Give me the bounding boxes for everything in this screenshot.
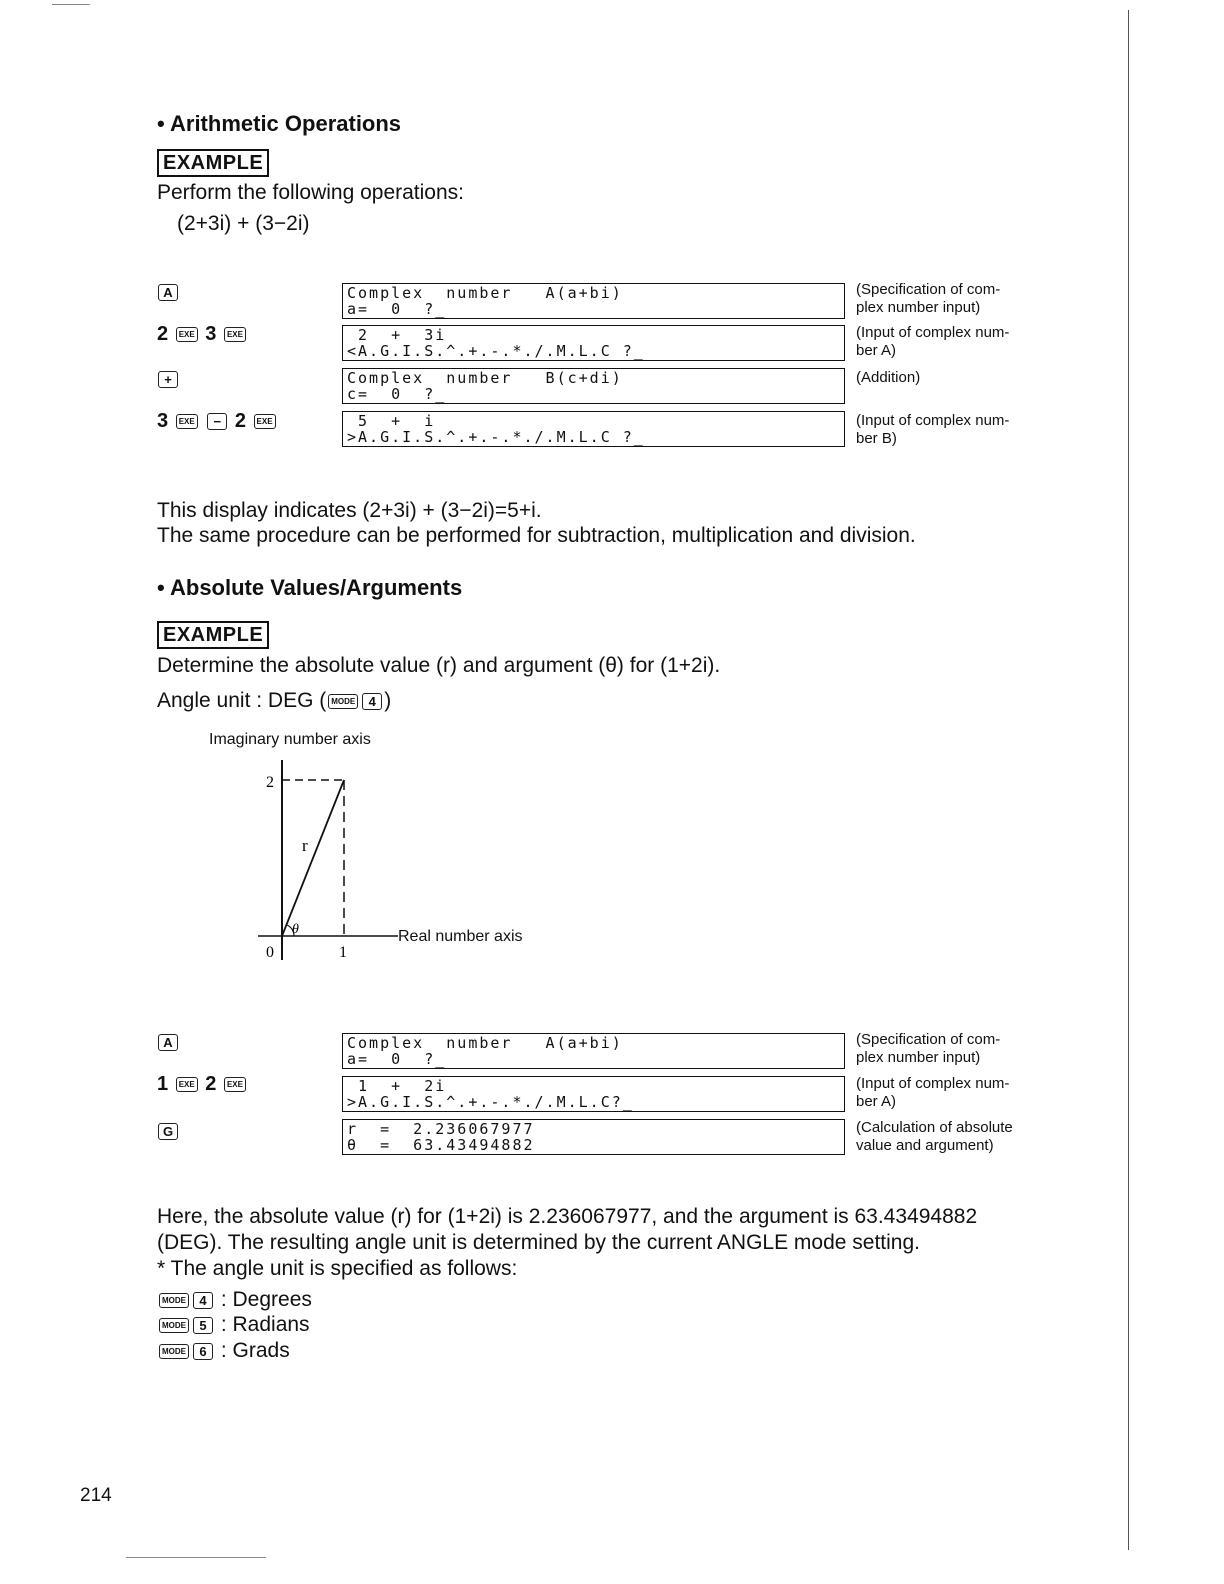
unit-line-radians: MODE 5 : Radians [157, 1312, 310, 1338]
intro-text: Determine the absolute value (r) and argument (θ) for (1+2i). [157, 654, 721, 677]
key-sequence-2 [157, 323, 248, 346]
y-axis-label: Imaginary number axis [209, 731, 371, 748]
right-edge-line [1128, 10, 1129, 1550]
unit-line-grads: MODE 6 : Grads [157, 1338, 290, 1364]
step-note: (Specification of com- plex number input) [856, 281, 1001, 316]
angle-unit-text: Angle unit : DEG ( MODE 4 ) [157, 689, 392, 712]
top-left-rule [52, 4, 90, 5]
key-exe: EXE [176, 327, 198, 342]
key-mode: MODE [328, 694, 358, 709]
step-note: (Specification of com- plex number input) [856, 1031, 1001, 1066]
key-4: 4 [362, 693, 382, 710]
key-sequence-2 [157, 1073, 248, 1096]
key-5: 5 [193, 1317, 213, 1334]
label-theta: θ [292, 922, 299, 937]
example-label: EXAMPLE [157, 621, 269, 649]
lcd-display: r = 2.236067977 θ = 63.43494882 [342, 1119, 845, 1155]
label-r: r [302, 836, 308, 855]
bottom-rule [126, 1557, 266, 1558]
key-mode: MODE [159, 1293, 189, 1308]
step-note: (Calculation of absolute value and argument) [856, 1119, 1013, 1154]
tick-1: 1 [339, 944, 347, 961]
key-g: G [158, 1123, 178, 1140]
section-heading-arithmetic: • Arithmetic Operations [157, 111, 402, 136]
lcd-display: Complex number A(a+bi) a= 0 ?_ [342, 283, 845, 319]
tick-2: 2 [266, 774, 274, 791]
key-sequence-1 [156, 281, 180, 304]
step-note: (Input of complex num- ber B) [856, 412, 1010, 447]
lcd-display: 2 + 3i <A.G.I.S.^.+.-.*./.M.L.C ?_ [342, 325, 845, 361]
key-sequence-3 [156, 1120, 180, 1143]
key-exe: EXE [224, 327, 246, 342]
lcd-display: 5 + i >A.G.I.S.^.+.-.*./.M.L.C ?_ [342, 411, 845, 447]
key-sequence-4 [157, 410, 278, 433]
key-exe: EXE [176, 414, 198, 429]
result-text: (DEG). The resulting angle unit is determined by the current ANGLE mode setting. [157, 1231, 920, 1254]
step-note: (Input of complex num- ber A) [856, 1075, 1010, 1110]
digit-1: 1 [157, 1073, 169, 1095]
step-note: (Addition) [856, 369, 921, 386]
digit-2: 2 [157, 323, 169, 345]
key-exe: EXE [176, 1077, 198, 1092]
example-label: EXAMPLE [157, 149, 269, 177]
lcd-display: Complex number B(c+di) c= 0 ?_ [342, 368, 845, 404]
lcd-display: Complex number A(a+bi) a= 0 ?_ [342, 1033, 845, 1069]
lcd-display: 1 + 2i >A.G.I.S.^.+.-.*./.M.L.C?_ [342, 1076, 845, 1112]
key-mode: MODE [159, 1318, 189, 1333]
result-text: Here, the absolute value (r) for (1+2i) is 2.236067977, and the argument is 63.43494882 [157, 1205, 978, 1228]
intro-text: Perform the following operations: [157, 181, 464, 204]
step-note: (Input of complex num- ber A) [856, 324, 1010, 359]
digit-2: 2 [205, 1073, 217, 1095]
digit-3: 3 [205, 323, 217, 345]
result-text: This display indicates (2+3i) + (3−2i)=5+i. [157, 499, 542, 522]
key-exe: EXE [224, 1077, 246, 1092]
key-sequence-1 [156, 1031, 180, 1054]
key-a: A [158, 1034, 178, 1051]
key-a: A [158, 284, 178, 301]
x-axis-label: Real number axis [398, 928, 523, 945]
key-plus: + [158, 371, 178, 388]
page-number: 214 [80, 1485, 112, 1506]
expression-text: (2+3i) + (3−2i) [177, 212, 310, 235]
section-heading-absolute: • Absolute Values/Arguments [157, 575, 463, 600]
tick-0: 0 [266, 944, 274, 961]
key-sequence-3 [156, 368, 180, 391]
key-mode: MODE [159, 1344, 189, 1359]
unit-note: * The angle unit is specified as follows: [157, 1257, 518, 1280]
digit-2: 2 [234, 410, 246, 432]
key-4: 4 [193, 1292, 213, 1309]
key-6: 6 [193, 1343, 213, 1360]
key-minus: − [207, 413, 227, 430]
unit-line-degrees: MODE 4 : Degrees [157, 1287, 312, 1313]
procedure-text: The same procedure can be performed for subtraction, multiplication and division. [157, 524, 916, 547]
digit-3: 3 [157, 410, 169, 432]
key-exe: EXE [254, 414, 276, 429]
vector-r [282, 780, 344, 936]
